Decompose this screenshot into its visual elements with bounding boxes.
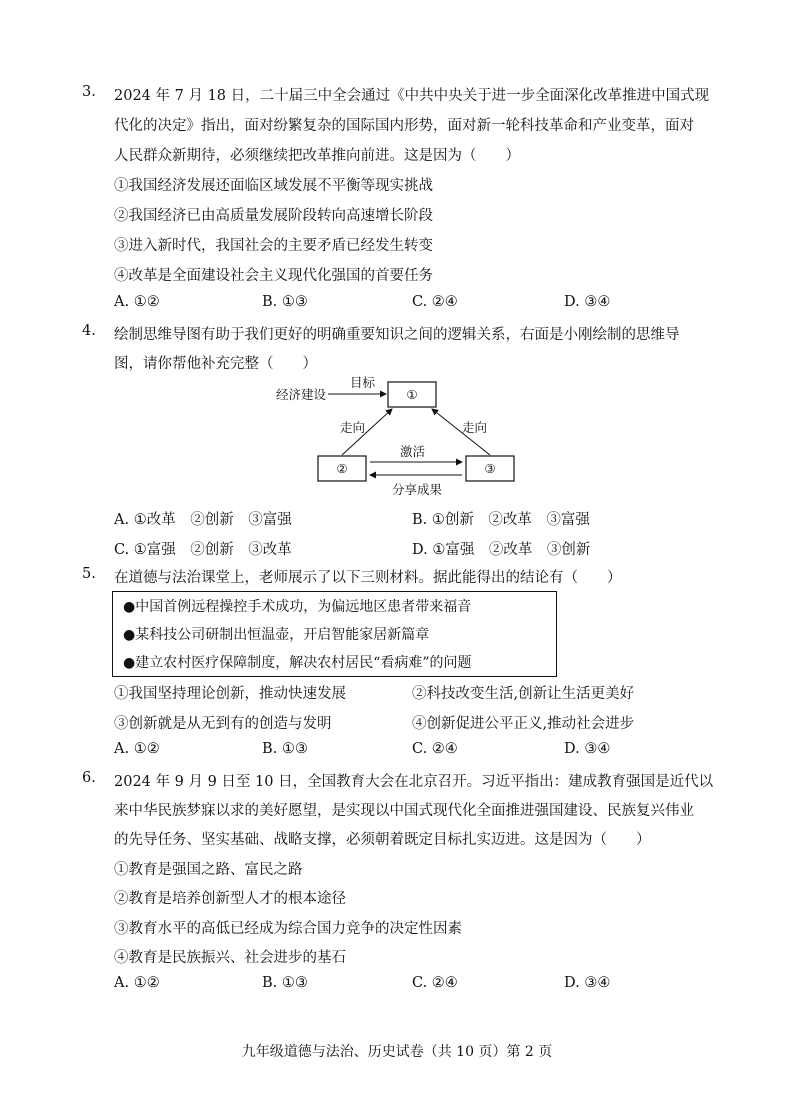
option-b[interactable]: B. ①创新 ②改革 ③富强 — [412, 512, 590, 528]
question-number: 3. — [82, 84, 96, 100]
question-number: 6. — [82, 770, 96, 786]
option-c[interactable]: C. ②④ — [412, 975, 458, 991]
option-c[interactable]: C. ②④ — [412, 294, 458, 310]
statement-1: ①教育是强国之路、富民之路 — [114, 862, 303, 878]
option-d[interactable]: D. ③④ — [564, 294, 611, 310]
share-label: 分享成果 — [392, 482, 443, 497]
statement-4: ④创新促进公平正义,推动社会进步 — [412, 716, 635, 732]
question-text-line: 来中华民族梦寐以求的美好愿望，是实现以中国式现代化全面推进强国建设、民族复兴伟业 — [114, 803, 694, 819]
box-1-label: ① — [406, 387, 418, 402]
statement-1: ①我国经济发展还面临区域发展不平衡等现实挑战 — [114, 178, 433, 194]
statement-4: ④改革是全面建设社会主义现代化强国的首要任务 — [114, 268, 433, 284]
mind-map-diagram — [270, 372, 530, 500]
statement-3: ③教育水平的高低已经成为综合国力竞争的决定性因素 — [114, 921, 462, 937]
statement-1: ①我国坚持理论创新，推动快速发展 — [114, 686, 346, 702]
material-3: ●建立农村医疗保障制度，解决农村居民“看病难”的问题 — [123, 655, 472, 671]
option-a[interactable]: A. ①② — [114, 294, 160, 310]
right-direction-label: 走向 — [462, 420, 488, 435]
question-text-line: 代化的决定》指出，面对纷繁复杂的国际国内形势，面对新一轮科技革命和产业变革，面对 — [114, 118, 694, 134]
question-text-line: 在道德与法治课堂上，老师展示了以下三则材料。据此能得出的结论有（ ） — [114, 570, 622, 586]
question-text-line: 人民群众新期待，必须继续把改革推向前进。这是因为（ ） — [114, 148, 520, 164]
option-a[interactable]: A. ①改革 ②创新 ③富强 — [114, 512, 292, 528]
goal-label: 目标 — [350, 375, 376, 390]
statement-2: ②科技改变生活,创新让生活更美好 — [412, 686, 635, 702]
option-d[interactable]: D. ③④ — [564, 975, 611, 991]
material-2: ●某科技公司研制出恒温壶，开启智能家居新篇章 — [123, 627, 430, 643]
box-2-label: ② — [336, 461, 348, 476]
materials-box — [112, 591, 557, 677]
statement-3: ③进入新时代，我国社会的主要矛盾已经发生转变 — [114, 238, 433, 254]
option-b[interactable]: B. ①③ — [262, 741, 308, 757]
activate-label: 激活 — [400, 444, 426, 459]
question-text-line: 的先导任务、坚实基础、战略支撑，必须朝着既定目标扎实迈进。这是因为（ ） — [114, 832, 651, 848]
question-number: 4. — [82, 323, 96, 339]
economic-construction-label: 经济建设 — [276, 387, 327, 402]
option-a[interactable]: A. ①② — [114, 741, 160, 757]
statement-2: ②我国经济已由高质量发展阶段转向高速增长阶段 — [114, 208, 433, 224]
box-3-label: ③ — [484, 461, 496, 476]
statement-3: ③创新就是从无到有的创造与发明 — [114, 716, 332, 732]
question-text-line: 2024 年 7 月 18 日，二十届三中全会通过《中共中央关于进一步全面深化改革推进中国式现 — [114, 88, 710, 104]
left-direction-label: 走向 — [340, 420, 366, 435]
question-text-line: 图，请你帮他补充完整（ ） — [114, 356, 317, 372]
statement-2: ②教育是培养创新型人才的根本途径 — [114, 891, 346, 907]
option-d[interactable]: D. ①富强 ②改革 ③创新 — [412, 542, 591, 558]
option-d[interactable]: D. ③④ — [564, 741, 611, 757]
question-text-line: 2024 年 9 月 9 日至 10 日，全国教育大会在北京召开。习近平指出：建成教育强国是近代以 — [114, 774, 714, 790]
statement-4: ④教育是民族振兴、社会进步的基石 — [114, 950, 346, 966]
question-number: 5. — [82, 566, 96, 582]
question-text-line: 绘制思维导图有助于我们更好的明确重要知识之间的逻辑关系，右面是小刚绘制的思维导 — [114, 327, 680, 343]
material-1: ●中国首例远程操控手术成功，为偏远地区患者带来福音 — [123, 599, 472, 615]
option-a[interactable]: A. ①② — [114, 975, 160, 991]
option-b[interactable]: B. ①③ — [262, 975, 308, 991]
page-footer: 九年级道德与法治、历史试卷（共 10 页）第 2 页 — [241, 1044, 553, 1060]
option-b[interactable]: B. ①③ — [262, 294, 308, 310]
option-c[interactable]: C. ②④ — [412, 741, 458, 757]
option-c[interactable]: C. ①富强 ②创新 ③改革 — [114, 542, 292, 558]
